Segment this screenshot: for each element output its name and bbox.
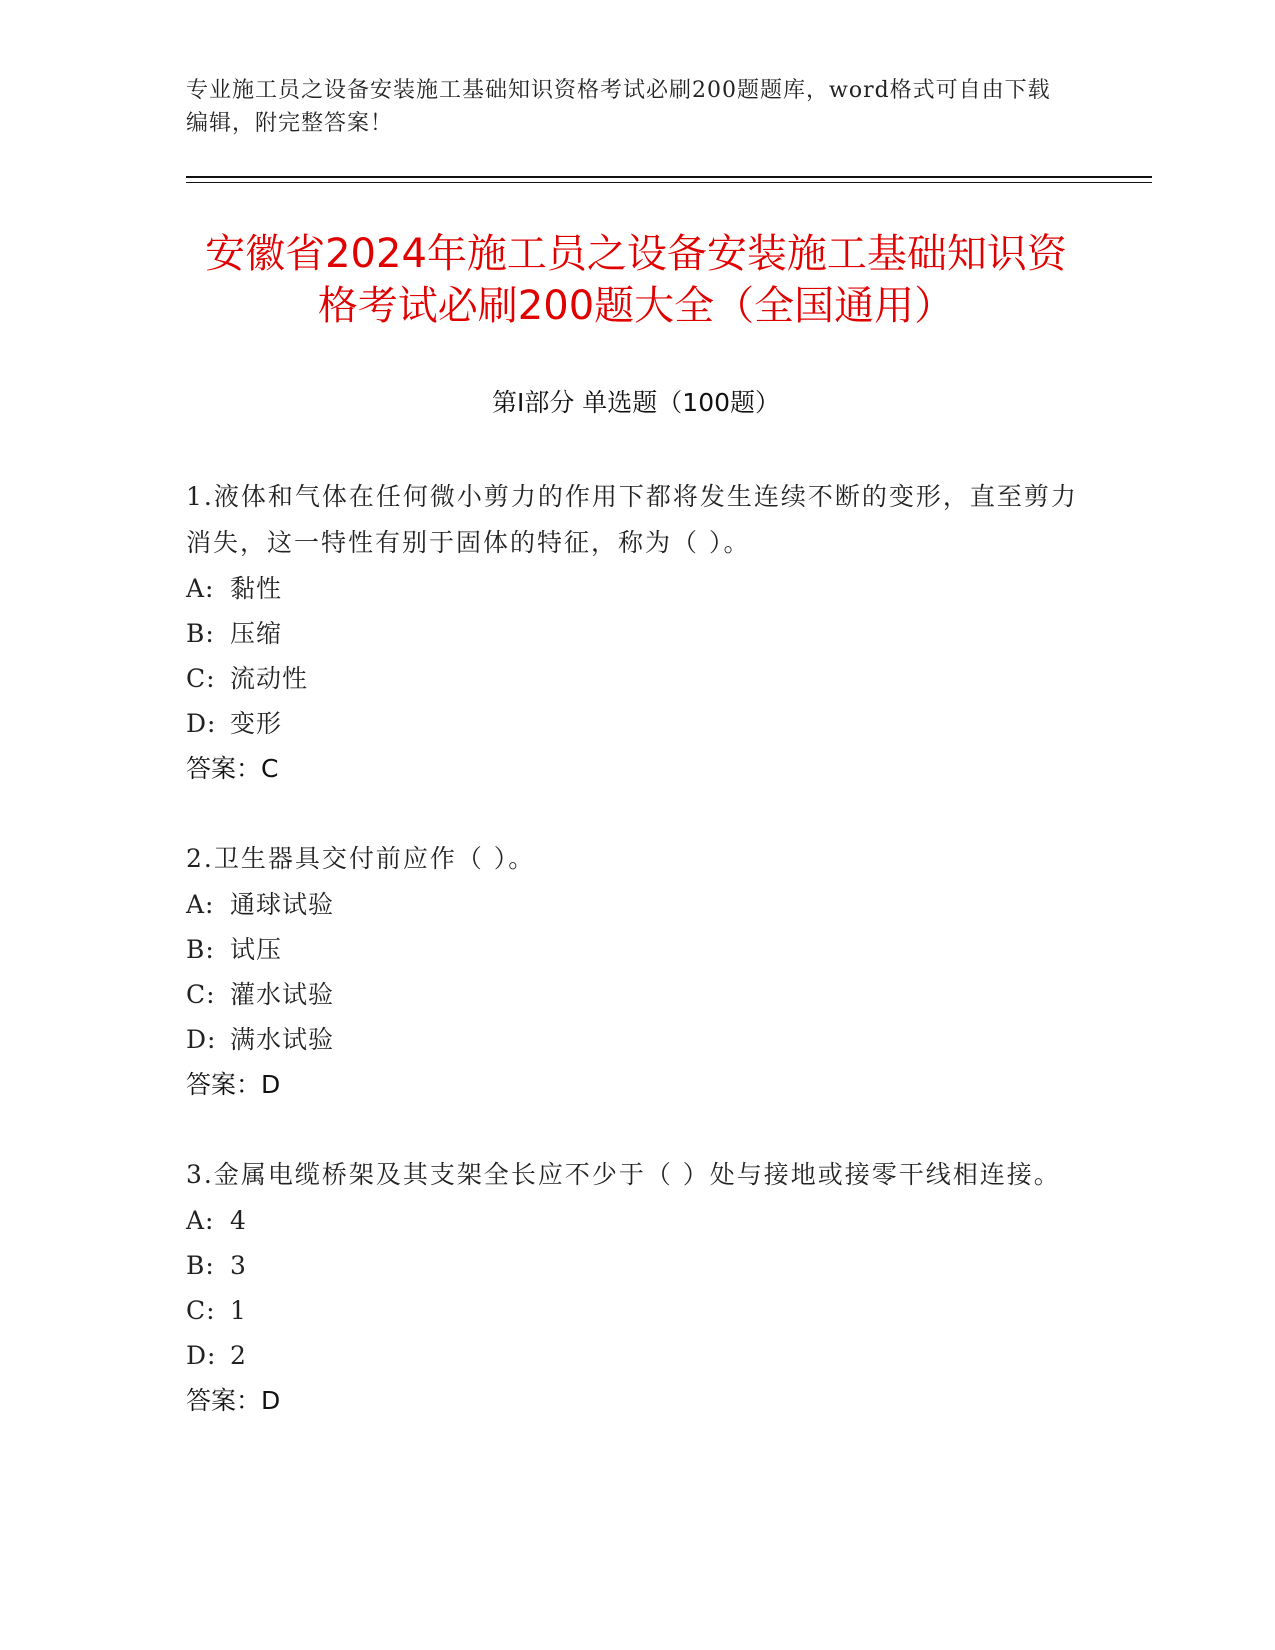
- question-stem: 3.金属电缆桥架及其支架全长应不少于（ ）处与接地或接零干线相连接。: [186, 1160, 1061, 1189]
- option-key: D:: [186, 1341, 217, 1370]
- option-c: [186, 972, 1086, 1017]
- option-key: B:: [186, 619, 215, 648]
- option-text: 灌水试验: [230, 980, 335, 1009]
- option-text: 通球试验: [230, 890, 335, 919]
- question-3: [186, 1152, 1086, 1424]
- option-key: C:: [186, 664, 216, 693]
- option-key: A:: [186, 574, 215, 603]
- option-text: 3: [230, 1251, 247, 1280]
- option-text: 4: [230, 1206, 247, 1235]
- header-divider-thick: [186, 176, 1152, 178]
- option-key: B:: [186, 1251, 215, 1280]
- option-text: 1: [230, 1296, 247, 1325]
- option-key: B:: [186, 935, 215, 964]
- question-answer: 答案：C: [186, 754, 279, 783]
- question-1: [186, 474, 1086, 792]
- option-text: 黏性: [230, 574, 283, 603]
- option-b: [186, 611, 1086, 656]
- option-c: [186, 656, 1086, 701]
- header-divider-thin: [186, 182, 1152, 183]
- option-text: 压缩: [230, 619, 283, 648]
- header-note: 专业施工员之设备安装施工基础知识资格考试必刷200题题库，word格式可自由下载编辑，附完整答案！: [186, 78, 1051, 136]
- option-text: 满水试验: [230, 1025, 335, 1054]
- option-a: [186, 1198, 1086, 1243]
- option-a: [186, 566, 1086, 611]
- option-text: 流动性: [230, 664, 309, 693]
- option-text: 试压: [230, 935, 283, 964]
- option-key: A:: [186, 890, 215, 919]
- option-key: C:: [186, 980, 216, 1009]
- option-b: [186, 927, 1086, 972]
- question-stem: 1.液体和气体在任何微小剪力的作用下都将发生连续不断的变形，直至剪力消失，这一特性有别于固体的特征，称为（ ）。: [186, 482, 1078, 557]
- option-c: [186, 1288, 1086, 1333]
- question-stem: 2.卫生器具交付前应作（ ）。: [186, 844, 536, 873]
- option-d: [186, 1333, 1086, 1378]
- question-2: [186, 836, 1086, 1108]
- option-d: [186, 1017, 1086, 1062]
- option-text: 2: [230, 1341, 247, 1370]
- question-list: [186, 474, 1086, 1468]
- document-title: 安徽省2024年施工员之设备安装施工基础知识资格考试必刷200题大全（全国通用）: [205, 231, 1067, 329]
- question-answer: 答案：D: [186, 1386, 281, 1415]
- section-title: 第Ⅰ部分 单选题（100题）: [491, 388, 781, 417]
- option-a: [186, 882, 1086, 927]
- option-key: D:: [186, 709, 217, 738]
- option-b: [186, 1243, 1086, 1288]
- option-key: C:: [186, 1296, 216, 1325]
- option-d: [186, 701, 1086, 746]
- option-key: D:: [186, 1025, 217, 1054]
- option-text: 变形: [230, 709, 283, 738]
- question-answer: 答案：D: [186, 1070, 281, 1099]
- option-key: A:: [186, 1206, 215, 1235]
